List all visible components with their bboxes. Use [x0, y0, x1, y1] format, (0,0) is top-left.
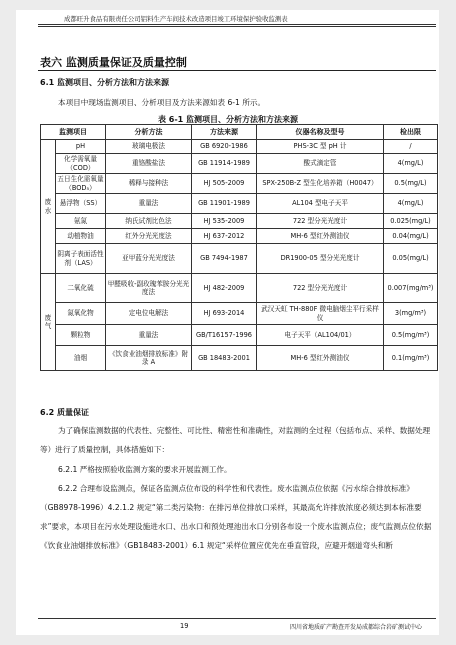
- subsection-6-2-heading: 6.2 质量保证: [40, 408, 89, 417]
- running-header: 成都旺升食品有限责任公司铝料生产车间技术改造项目竣工环境保护验收监测表: [64, 15, 288, 23]
- table-cell: HJ 482-2009: [192, 274, 257, 303]
- table-cell: 红外分光光度法: [106, 229, 192, 244]
- table-cell: 纳氏试剂比色法: [106, 214, 192, 229]
- table-row: [41, 229, 438, 244]
- monitoring-methods-table: [40, 124, 438, 371]
- table-row: [41, 194, 438, 214]
- quality-paragraph-2: [40, 460, 435, 479]
- section-rule: [38, 70, 436, 71]
- table-cell: SPX-250B-Z 型生化培养箱（H0047）: [257, 174, 384, 194]
- table-cell: 二氧化硫: [56, 274, 106, 303]
- table-row: [41, 154, 438, 174]
- table-cell: 4(mg/L): [384, 154, 438, 174]
- group-label-wastewater: 废水: [41, 140, 56, 274]
- subsection-6-1-heading: 6.1 监测项目、分析方法和方法来源: [40, 78, 169, 87]
- intro-text: 本项目中现场监测项目、分析项目及方法来源如表 6-1 所示。: [58, 98, 266, 107]
- table-cell: GB 6920-1986: [192, 140, 257, 154]
- table-cell: 722 型分光光度计: [257, 214, 384, 229]
- table-cell: HJ 505-2009: [192, 174, 257, 194]
- paragraph-text: 6.2.1 严格按照验收监测方案的要求开展监测工作。: [58, 465, 232, 474]
- table-row: [41, 325, 438, 346]
- table-row: [41, 244, 438, 274]
- table-cell: HJ 637-2012: [192, 229, 257, 244]
- table-cell: 五日生化需氧量（BOD₅）: [57, 175, 104, 192]
- table-cell: 稀释与接种法: [106, 174, 192, 194]
- table-row: [41, 140, 438, 154]
- table-cell: GB 7494-1987: [192, 244, 257, 274]
- table-cell: MH-6 型红外测油仪: [257, 229, 384, 244]
- table-cell: MH-6 型红外测油仪: [257, 346, 384, 371]
- table-cell: 重量法: [106, 194, 192, 214]
- group-label-exhaust-gas: 废气: [41, 274, 56, 371]
- header-cell: 方法来源: [192, 125, 257, 140]
- table-cell: PHS-3C 型 pH 计: [257, 140, 384, 154]
- table-cell: GB 18483-2001: [192, 346, 257, 371]
- table-cell: 武汉天虹 TH-880F 微电脑烟尘平行采样仪: [257, 303, 384, 325]
- table-cell: 0.04(mg/L): [384, 229, 438, 244]
- table-cell: 氮氧化物: [56, 303, 106, 325]
- table-row: [41, 274, 438, 303]
- table-cell: 油烟: [56, 346, 106, 371]
- table-cell: HJ 693-2014: [192, 303, 257, 325]
- table-cell: 3(mg/m³): [384, 303, 438, 325]
- header-cell: 仪器名称及型号: [257, 125, 384, 140]
- table-cell: 玻璃电极法: [106, 140, 192, 154]
- table-cell: GB/T16157-1996: [192, 325, 257, 346]
- table-row: [41, 346, 438, 371]
- table-cell: 722 型分光光度计: [257, 274, 384, 303]
- table-cell: 亚甲蓝分光光度法: [106, 244, 192, 274]
- table-cell: 重量法: [106, 325, 192, 346]
- table-cell: 颗粒物: [56, 325, 106, 346]
- section-title: 表六 监测质量保证及质量控制: [40, 56, 187, 69]
- table-cell: 0.5(mg/L): [384, 174, 438, 194]
- page-number: 19: [180, 622, 189, 630]
- table-cell: GB 11901-1989: [192, 194, 257, 214]
- table-cell: 0.1(mg/m³): [384, 346, 438, 371]
- table-row: [41, 174, 438, 194]
- table-cell: AL104 型电子天平: [257, 194, 384, 214]
- table-cell: 阴离子表面活性剂（LAS）: [56, 244, 106, 274]
- table-cell: HJ 535-2009: [192, 214, 257, 229]
- table-header-row: [41, 125, 438, 140]
- table-cell: 动植物油: [56, 229, 106, 244]
- table-cell: 4(mg/L): [384, 194, 438, 214]
- header-cell: 监测项目: [41, 125, 106, 140]
- table-cell: 化学需氧量（COD）: [56, 154, 106, 174]
- table-cell: DR1900-05 型分光光度计: [257, 244, 384, 274]
- header-cell: 检出限: [384, 125, 438, 140]
- table-cell: 0.5(mg/m³): [384, 325, 438, 346]
- table-cell: pH: [56, 140, 106, 154]
- table-cell: 悬浮物（SS）: [56, 194, 106, 214]
- table-cell: 重铬酸盐法: [106, 154, 192, 174]
- table-cell: 0.025(mg/L): [384, 214, 438, 229]
- footer-organization: 四川省地质矿产勘查开发局成都综合岩矿测试中心: [290, 624, 423, 631]
- table-caption: 表 6-1 监测项目、分析方法和方法来源: [157, 115, 299, 124]
- paragraph-text: 6.2.2 合理布设监测点，保证各监测点位布设的科学性和代表性。废水监测点位依据《污水综合排放标准》（GB8978-1996）4.2.1.2 规定“第二类污染物：在排污单位排放口采样，其最高允许排放浓度必须达到本标准要求”要求，本项目在污水处理设施进水口、出水口和预处理池出水口分别各布设一个废水监测点位；废气监测点位依据《饮食业油烟排放标准》（GB18483-2001）6.1 规定“采样位置应优先在垂直管段，应避开烟道弯头和断: [40, 484, 432, 550]
- table-row: [41, 214, 438, 229]
- table-cell: 甲醛吸收-副玫瑰苯胺分光光度法: [106, 274, 192, 303]
- header-rule-thin: [38, 26, 436, 27]
- table-row: [41, 303, 438, 325]
- quality-paragraph-1: [40, 421, 435, 459]
- quality-paragraph-3: [40, 479, 435, 555]
- table-cell: 电子天平（AL104/01）: [257, 325, 384, 346]
- table-cell: 《饮食业油烟排放标准》附录 A: [106, 346, 192, 371]
- table-cell: /: [384, 140, 438, 154]
- footer-rule: [38, 618, 436, 619]
- table-cell: GB 11914-1989: [192, 154, 257, 174]
- table-cell: 定电位电解法: [106, 303, 192, 325]
- header-rule: [38, 24, 436, 25]
- table-cell: 酸式滴定管: [257, 154, 384, 174]
- table-cell: 0.007(mg/m³): [384, 274, 438, 303]
- table-cell: 0.05(mg/L): [384, 244, 438, 274]
- header-cell: 分析方法: [106, 125, 192, 140]
- paragraph-text: 为了确保监测数据的代表性、完整性、可比性、精密性和准确性，对监测的全过程（包括布点、采样、数据处理等）进行了质量控制，具体措施如下：: [40, 426, 431, 454]
- table-cell: 氨氮: [56, 214, 106, 229]
